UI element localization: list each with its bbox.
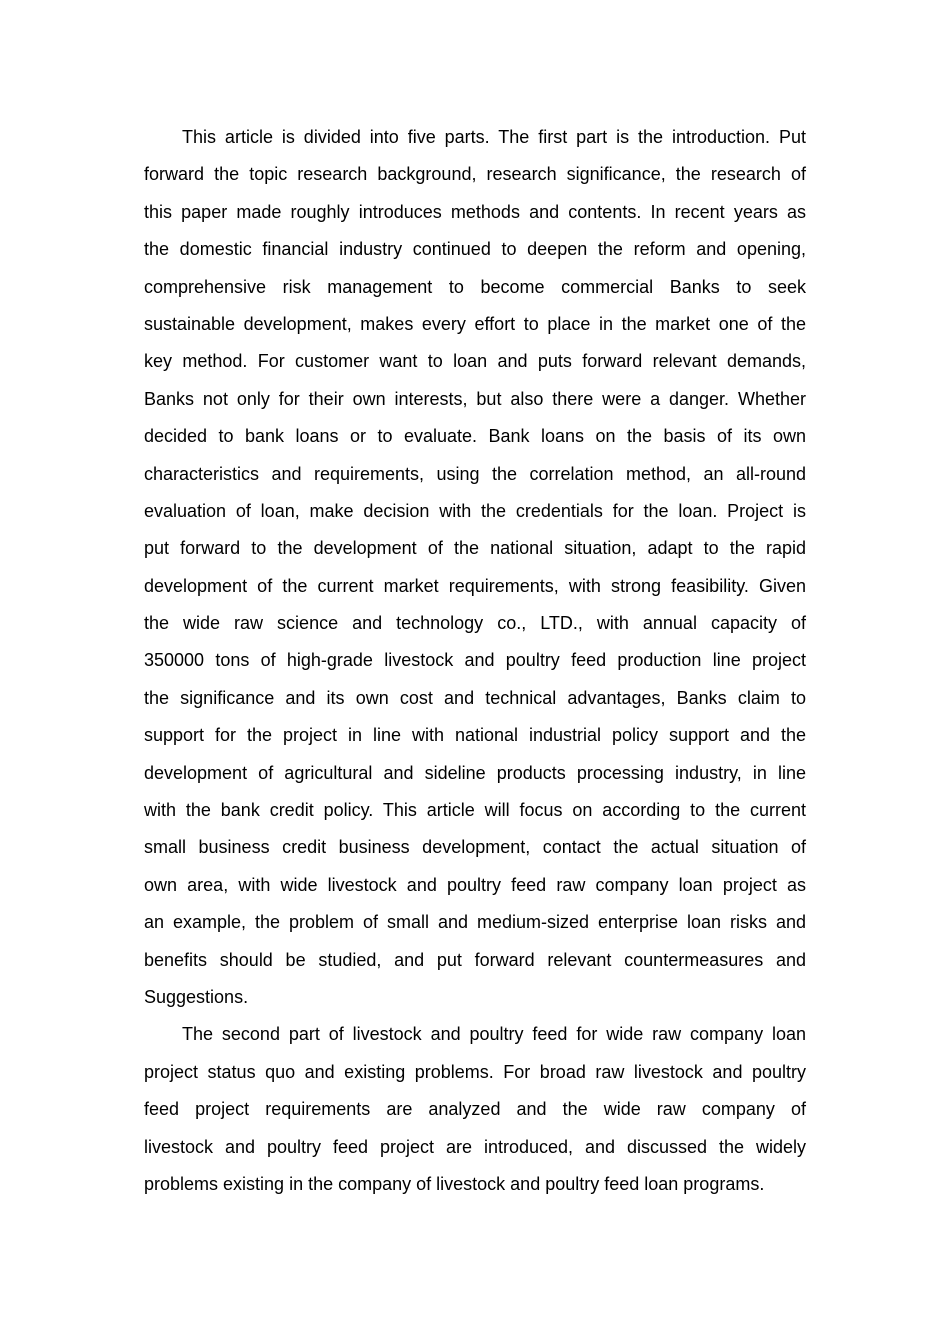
text-line: sustainable development, makes every effort to place in the market one of the	[144, 313, 806, 334]
text-line: small business credit business development, contact the actual situation of	[144, 837, 806, 858]
text-line: the domestic financial industry continued to deepen the reform and opening,	[144, 239, 806, 260]
text-line: own area, with wide livestock and poultry feed raw company loan project as	[144, 874, 806, 895]
text-line: this paper made roughly introduces methods and contents. In recent years as	[144, 201, 806, 222]
paragraph-second-part	[144, 1021, 806, 1208]
text-line: Suggestions.	[144, 986, 249, 1007]
text-line: development of the current market requirements, with strong feasibility. Given	[144, 575, 806, 596]
text-line: problems existing in the company of livestock and poultry feed loan programs.	[144, 1173, 765, 1194]
text-line: the wide raw science and technology co., LTD., with annual capacity of	[144, 613, 806, 634]
text-line: development of agricultural and sideline products processing industry, in line	[144, 762, 806, 783]
text-line: characteristics and requirements, using the correlation method, an all-round	[144, 463, 806, 484]
paragraph-introduction	[144, 124, 806, 1021]
text-line: feed project requirements are analyzed and the wide raw company of	[144, 1099, 806, 1120]
text-line: decided to bank loans or to evaluate. Bank loans on the basis of its own	[144, 426, 806, 447]
text-line: The second part of livestock and poultry feed for wide raw company loan	[182, 1024, 806, 1045]
text-line: with the bank credit policy. This article will focus on according to the current	[144, 800, 806, 821]
text-line: benefits should be studied, and put forward relevant countermeasures and	[144, 949, 806, 970]
text-line: support for the project in line with national industrial policy support and the	[144, 725, 806, 746]
text-line: Banks not only for their own interests, but also there were a danger. Whether	[144, 388, 806, 409]
text-line: This article is divided into five parts. The first part is the introduction. Put	[182, 127, 806, 147]
text-line: comprehensive risk management to become commercial Banks to seek	[144, 276, 806, 297]
text-line: project status quo and existing problems. For broad raw livestock and poultry	[144, 1061, 806, 1082]
body-text	[144, 124, 806, 1208]
text-line: put forward to the development of the national situation, adapt to the rapid	[144, 538, 806, 559]
text-line: an example, the problem of small and medium-sized enterprise loan risks and	[144, 912, 806, 933]
text-line: the significance and its own cost and technical advantages, Banks claim to	[144, 687, 806, 708]
text-line: key method. For customer want to loan and puts forward relevant demands,	[144, 351, 806, 372]
text-line: 350000 tons of high-grade livestock and poultry feed production line project	[144, 650, 806, 671]
text-line: forward the topic research background, research significance, the research of	[144, 164, 806, 185]
text-line: evaluation of loan, make decision with the credentials for the loan. Project is	[144, 500, 806, 521]
text-line: livestock and poultry feed project are introduced, and discussed the widely	[144, 1136, 806, 1157]
